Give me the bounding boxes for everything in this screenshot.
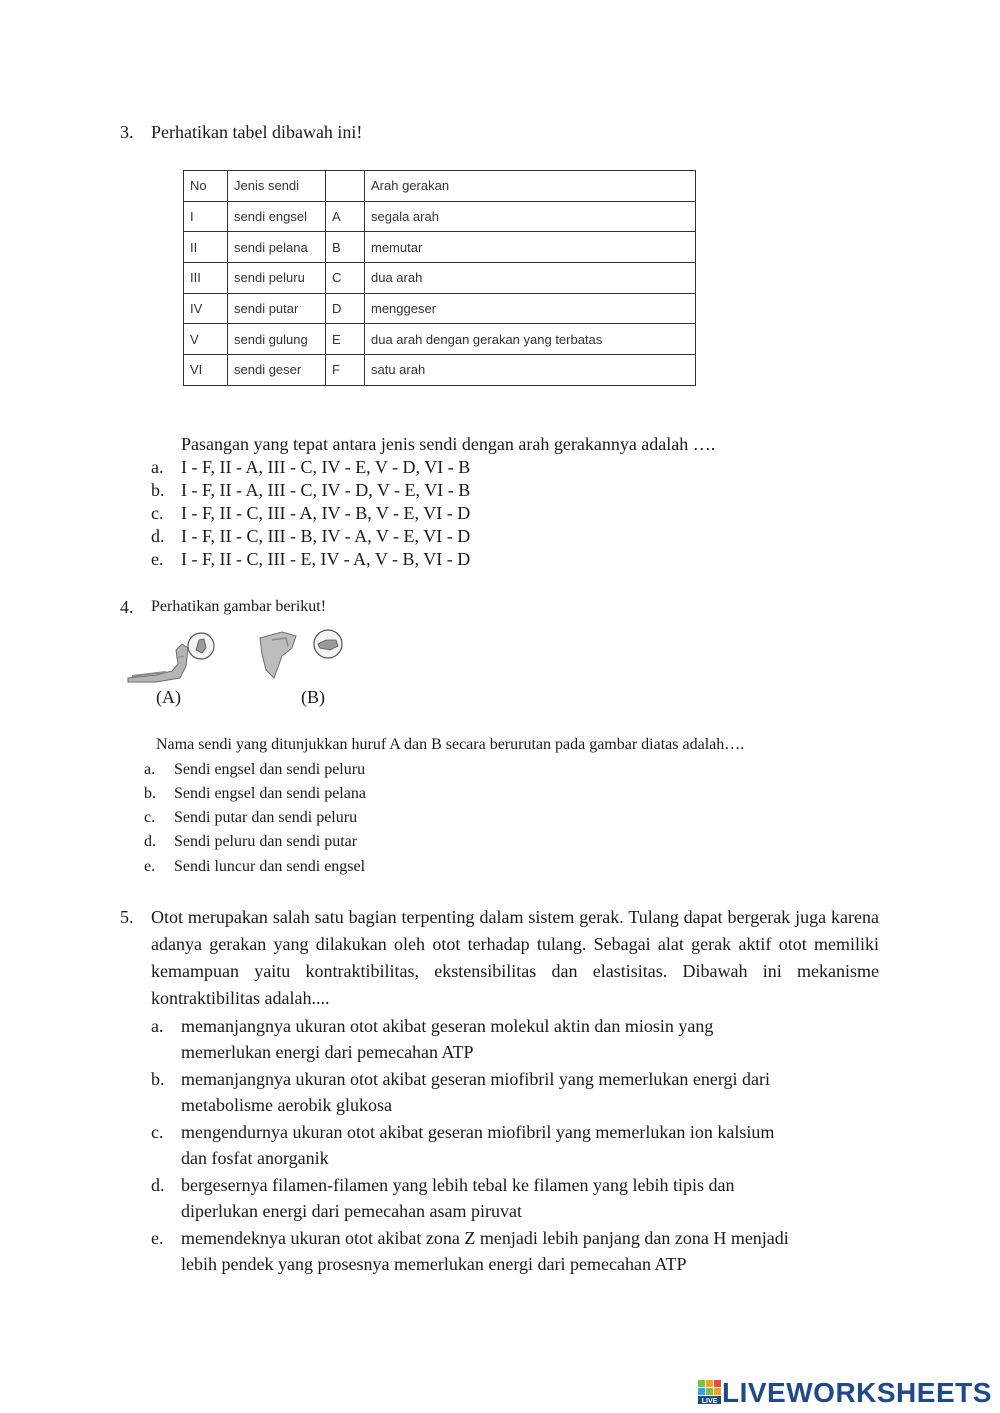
- option-letter: c.: [144, 809, 156, 826]
- table-cell: dua arah dengan gerakan yang terbatas: [365, 324, 696, 355]
- table-cell: satu arah: [365, 355, 696, 386]
- option-text-line: metabolisme aerobik glukosa: [181, 1095, 392, 1115]
- table-row: [184, 293, 696, 324]
- option-letter: d.: [151, 1175, 165, 1195]
- table-cell: D: [326, 293, 365, 324]
- option-text-line: dan fosfat anorganik: [181, 1148, 329, 1168]
- table-cell: memutar: [365, 232, 696, 263]
- option-text: I - F, II - A, III - C, IV - E, V - D, VI - B: [181, 457, 471, 477]
- option-letter: a.: [144, 761, 156, 778]
- option-text: Sendi peluru dan sendi putar: [174, 833, 358, 850]
- option-letter: b.: [144, 785, 156, 802]
- table-row: [184, 232, 696, 263]
- option-letter: c.: [151, 503, 164, 523]
- option-text: Sendi engsel dan sendi peluru: [174, 761, 366, 778]
- table-row: [184, 201, 696, 232]
- option-text-line: mengendurnya ukuran otot akibat geseran miofibril yang memerlukan ion kalsium: [181, 1122, 775, 1142]
- liveworksheets-logo[interactable]: [698, 1378, 992, 1408]
- option-text-line: lebih pendek yang prosesnya memerlukan energi dari pemecahan ATP: [181, 1254, 687, 1274]
- table-cell: V: [184, 324, 228, 355]
- table-cell: segala arah: [365, 201, 696, 232]
- option-text-line: bergesernya filamen-filamen yang lebih tebal ke filamen yang lebih tipis dan: [181, 1175, 735, 1195]
- logo-badge-icon: [698, 1380, 722, 1406]
- elbow-joint-image: [126, 628, 226, 684]
- table-row: [184, 355, 696, 386]
- question-4-text: Nama sendi yang ditunjukkan huruf A dan B secara berurutan pada gambar diatas adalah….: [156, 736, 745, 753]
- option-text-line: memerlukan energi dari pemecahan ATP: [181, 1042, 474, 1062]
- table-cell: I: [184, 201, 228, 232]
- option-text-line: memanjangnya ukuran otot akibat geseran molekul aktin dan miosin yang: [181, 1016, 714, 1036]
- option-text: I - F, II - C, III - B, IV - A, V - E, VI - D: [181, 526, 471, 546]
- option-text-line: memendeknya ukuran otot akibat zona Z menjadi lebih panjang dan zona H menjadi: [181, 1228, 789, 1248]
- table-cell: sendi peluru: [228, 263, 326, 294]
- table-cell: sendi pelana: [228, 232, 326, 263]
- option-text: Sendi putar dan sendi peluru: [174, 809, 358, 826]
- question-5-number: 5.: [120, 907, 134, 927]
- option-letter: e.: [144, 858, 156, 875]
- table-cell: A: [326, 201, 365, 232]
- question-4-number: 4.: [120, 597, 134, 617]
- question-3-prompt: Perhatikan tabel dibawah ini!: [151, 122, 363, 142]
- option-text: I - F, II - C, III - A, IV - B, V - E, VI - D: [181, 503, 471, 523]
- option-letter: b.: [151, 1069, 165, 1089]
- option-text-line: memanjangnya ukuran otot akibat geseran miofibril yang memerlukan energi dari: [181, 1069, 770, 1089]
- option-letter: c.: [151, 1122, 164, 1142]
- table-cell: menggeser: [365, 293, 696, 324]
- shoulder-joint-image: [252, 626, 348, 684]
- option-letter: e.: [151, 549, 164, 569]
- logo-text: LIVEWORKSHEETS: [722, 1377, 992, 1408]
- option-letter: a.: [151, 457, 164, 477]
- table-cell: dua arah: [365, 263, 696, 294]
- table-cell: E: [326, 324, 365, 355]
- image-label-b: (B): [301, 687, 325, 707]
- option-text-line: diperlukan energi dari pemecahan asam piruvat: [181, 1201, 523, 1221]
- question-5-paragraph: Otot merupakan salah satu bagian terpenting dalam sistem gerak. Tulang dapat bergerak juga karena adanya gerakan yang dilakukan oleh otot terhadap tulang. Sebagai alat gerak aktif otot memiliki kemampuan yaitu kontraktibilitas, ekstensibilitas dan elastisitas. Dibawah ini mekanisme kontraktibilitas adalah....: [151, 907, 879, 1008]
- image-label-a: (A): [156, 687, 181, 707]
- option-letter: e.: [151, 1228, 164, 1248]
- table-header-row: [184, 171, 696, 202]
- table-cell: III: [184, 263, 228, 294]
- option-letter: d.: [144, 833, 156, 850]
- table-header-cell: Jenis sendi: [228, 171, 326, 202]
- table-cell: VI: [184, 355, 228, 386]
- table-cell: sendi gulung: [228, 324, 326, 355]
- option-text: Sendi luncur dan sendi engsel: [174, 858, 366, 875]
- table-row: [184, 263, 696, 294]
- joint-table: [183, 170, 696, 386]
- option-letter: d.: [151, 526, 165, 546]
- table-cell: II: [184, 232, 228, 263]
- table-cell: B: [326, 232, 365, 263]
- question-4-prompt: Perhatikan gambar berikut!: [151, 598, 327, 615]
- table-cell: sendi geser: [228, 355, 326, 386]
- option-text: I - F, II - A, III - C, IV - D, V - E, VI - B: [181, 480, 471, 500]
- option-text: Sendi engsel dan sendi pelana: [174, 785, 366, 802]
- table-cell: IV: [184, 293, 228, 324]
- option-text: I - F, II - C, III - E, IV - A, V - B, VI - D: [181, 549, 471, 569]
- table-cell: F: [326, 355, 365, 386]
- table-header-cell: Arah gerakan: [365, 171, 696, 202]
- table-cell: sendi putar: [228, 293, 326, 324]
- option-letter: b.: [151, 480, 165, 500]
- table-row: [184, 324, 696, 355]
- question-3-number: 3.: [120, 122, 134, 142]
- table-cell: C: [326, 263, 365, 294]
- table-header-cell: No: [184, 171, 228, 202]
- table-header-cell: [326, 171, 365, 202]
- question-3-text: Pasangan yang tepat antara jenis sendi dengan arah gerakannya adalah ….: [181, 434, 716, 454]
- table-cell: sendi engsel: [228, 201, 326, 232]
- logo-badge-text: LIVE: [701, 1398, 718, 1405]
- option-letter: a.: [151, 1016, 164, 1036]
